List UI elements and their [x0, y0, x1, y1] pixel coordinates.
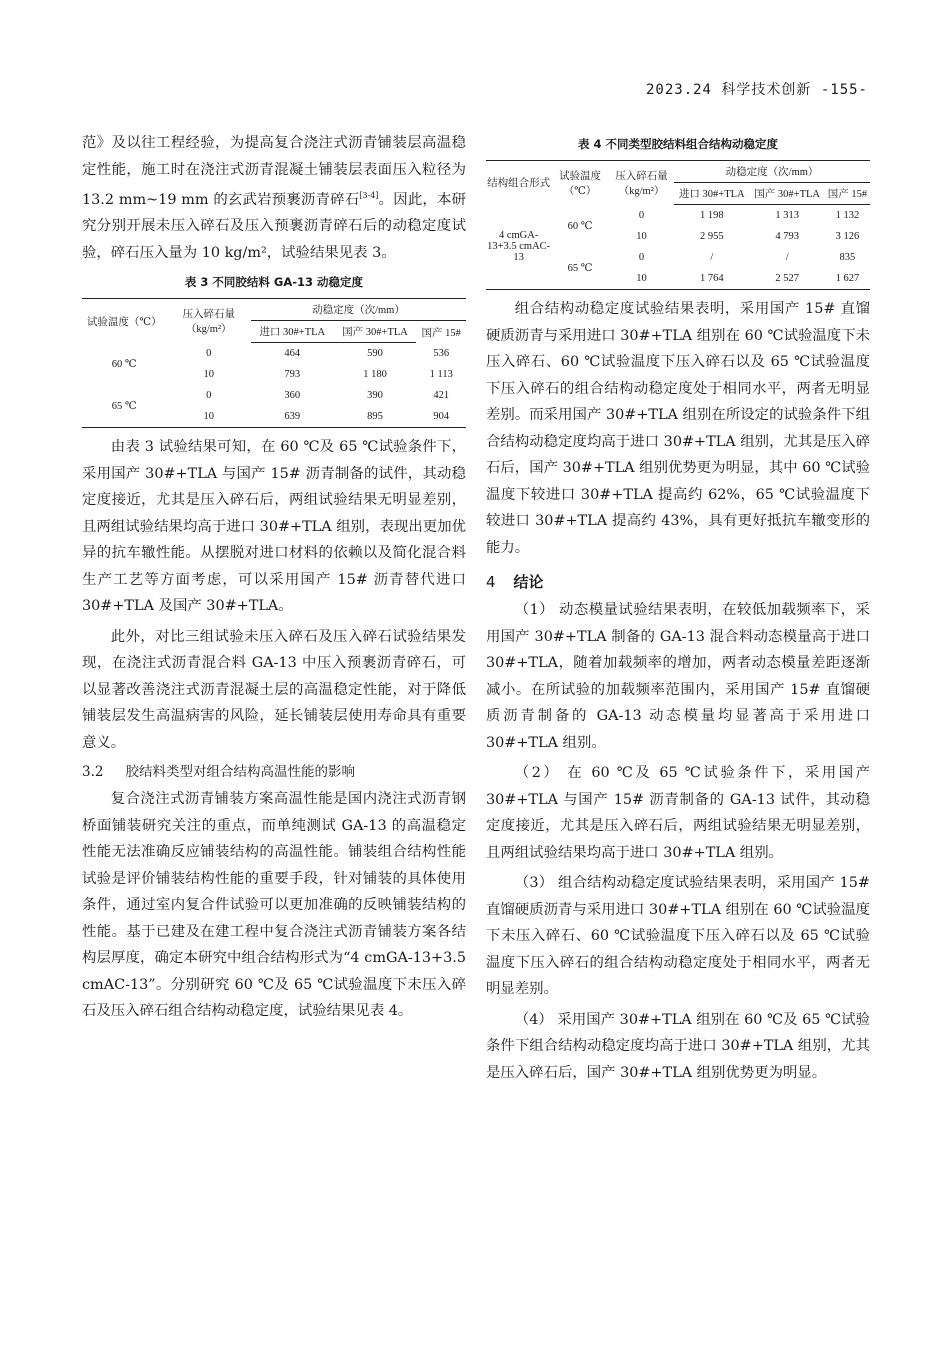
table-cell: 0	[638, 252, 645, 263]
header-amount: 压入碎石量（kg/m²）	[182, 309, 235, 336]
table-cell: 639	[284, 411, 301, 423]
right-column	[486, 130, 870, 1086]
table-cell: /	[785, 252, 789, 263]
header-dom15: 国产 15#	[827, 189, 868, 200]
table-4-title: 表 4 不同类型胶结料组合结构动稳定度	[577, 137, 778, 151]
table-cell: 10	[203, 369, 214, 381]
header-import: 进口 30#+TLA	[259, 327, 326, 339]
table-row	[82, 343, 466, 365]
temp-cell: 60 ℃	[567, 220, 593, 232]
table-3	[82, 298, 466, 428]
table-cell: 1 313	[775, 210, 799, 221]
table-cell: 835	[839, 252, 856, 263]
header-temp: 试验温度（℃）	[86, 316, 162, 328]
table-4	[486, 160, 870, 290]
table-cell: 1 113	[429, 369, 453, 381]
citation-ref: [3-4]	[359, 191, 379, 200]
table-cell: 4 793	[775, 231, 799, 242]
table-3-title: 表 3 不同胶结料 GA-13 动稳定度	[184, 275, 364, 290]
table-cell: 0	[206, 390, 212, 402]
table-cell: 3 126	[835, 231, 860, 242]
paragraph: 由表 3 试验结果可知，在 60 ℃及 65 ℃试验条件下，采用国产 30#+TLA 与国产 15# 沥青制备的试件，其动稳定度接近，尤其是压入碎石后，两组试验结果无明显差别，且两组试验结果均高于进口 30#+TLA 组别，表现出更加优异的抗车辙性能。从摆脱对进口材料的依赖以及简化混合料生产工艺等方面考虑，可以采用国产 15# 沥青替代进口 30#+TLA 及国产 30#+TLA。	[82, 439, 466, 615]
table-cell: 1 198	[699, 210, 724, 221]
table-cell: 1 627	[835, 273, 860, 284]
section-4-heading: 4 结论	[486, 573, 544, 591]
paragraph: 范》及以往工程经验，为提高复合浇注式沥青铺装层高温稳定性能，施工时在浇注式沥青混凝土铺装层表面压入粒径为 13.2 mm~19 mm 的玄武岩预裹沥青碎石[3-4]。因此，本研究分别开展未压入碎石及压入预裹沥青碎石后的动稳定度试验，碎石压入量为 10 kg/m²，试验结果见表 3。	[82, 135, 466, 261]
header-temp: 试验温度（℃）	[559, 170, 602, 197]
header-struct: 结构组合形式	[487, 178, 551, 190]
page-header: 2023.24 科学技术创新 -155-	[645, 82, 868, 98]
table-cell: 2 527	[775, 273, 799, 284]
table-cell: 421	[433, 390, 450, 402]
temp-cell: 65 ℃	[567, 263, 593, 274]
table-cell: 390	[367, 390, 383, 402]
table-cell: 793	[284, 369, 301, 381]
table-cell: 10	[636, 231, 647, 242]
struct-cell: 4 cmGA-13+3.5 cmAC-13	[487, 230, 551, 264]
section-3-2-heading: 3.2 胶结料类型对组合结构高温性能的影响	[82, 764, 355, 781]
header-dom30: 国产 30#+TLA	[342, 327, 408, 339]
header-dom15: 国产 15#	[421, 327, 461, 339]
table-cell: 1 764	[699, 273, 724, 284]
table-cell: 895	[367, 411, 383, 423]
table-cell: /	[710, 252, 714, 263]
header-amount: 压入碎石量（kg/m²）	[615, 170, 668, 197]
conclusion-item: （3） 组合结构动稳定度试验结果表明，采用国产 15# 直馏硬质沥青与采用进口 30#+TLA 组别在 60 ℃试验温度下未压入碎石、60 ℃试验温度下压入碎石以及 65 ℃试验温度下压入碎石的组合结构动稳定度处于相同水平，两者无明显差别。	[486, 875, 870, 997]
table-cell: 904	[433, 411, 450, 423]
paragraph: 此外，对比三组试验未压入碎石及压入碎石试验结果发现，在浇注式沥青混合料 GA-13 中压入预裹沥青碎石，可以显著改善浇注式沥青混凝土层的高温稳定性能，对于降低铺装层发生高温病害的风险，延长铺装层使用寿命具有重要意义。	[82, 628, 466, 751]
table-cell: 0	[638, 209, 645, 221]
header-dom30: 国产 30#+TLA	[754, 189, 821, 200]
table-cell: 464	[284, 348, 301, 360]
paragraph: 组合结构动稳定度试验结果表明，采用国产 15# 直馏硬质沥青与采用进口 30#+TLA 组别在 60 ℃试验温度下未压入碎石、60 ℃试验温度下压入碎石以及 65 ℃试验温度下压入碎石的组合结构动稳定度处于相同水平，两者无明显差别。而采用国产 30#+TLA 组别在所设定的试验条件下组合结构动稳定度均高于进口 30#+TLA 组别，尤其是压入碎石后，国产 30#+TLA 组别优势更为明显，其中 60 ℃试验温度下较进口 30#+TLA 提高约 62%，65 ℃试验温度下较进口 30#+TLA 提高约 43%，具有更好抵抗车辙变形的能力。	[486, 301, 870, 556]
left-column	[82, 130, 466, 1025]
paragraph: 复合浇注式沥青铺装方案高温性能是国内浇注式沥青钢桥面铺装研究关注的重点，而单纯测试 GA-13 的高温稳定性能无法准确反应铺装结构的高温性能。铺装组合结构性能试验是评价铺装结构性能的重要手段，针对铺装的具体使用条件，通过室内复合件试验可以更加准确的反映铺装结构的性能。基于已建及在建工程中复合浇注式沥青铺装方案各结构层厚度，确定本研究中组合结构形式为“4 cmGA-13+3.5 cmAC-13”。分别研究 60 ℃及 65 ℃试验温度下未压入碎石及压入碎石组合结构动稳定度，试验结果见表 4。	[82, 791, 466, 1020]
table-cell: 0	[206, 348, 212, 360]
table-cell: 1 132	[835, 210, 860, 221]
table-cell: 590	[367, 348, 383, 360]
conclusion-item: （4） 采用国产 30#+TLA 组别在 60 ℃及 65 ℃试验条件下组合结构动稳定度均高于进口 30#+TLA 组别，尤其是压入碎石后，国产 30#+TLA 组别优势更为明显。	[486, 1011, 870, 1081]
table-cell: 2 955	[699, 231, 724, 242]
temp-cell: 65 ℃	[111, 401, 137, 413]
conclusion-item: （2） 在 60 ℃及 65 ℃试验条件下，采用国产 30#+TLA 与国产 15# 沥青制备的 GA-13 试件，其动稳定度接近，尤其是压入碎石后，两组试验结果无明显差别，且两组试验结果均高于进口 30#+TLA 组别。	[486, 765, 870, 861]
table-row	[486, 205, 870, 227]
table-cell: 536	[433, 348, 450, 360]
conclusion-item: （1） 动态模量试验结果表明，在较低加载频率下，采用国产 30#+TLA 制备的 GA-13 混合料动态模量高于进口 30#+TLA，随着加载频率的增加，两者动态模量差距逐渐减小。在所试验的加载频率范围内，采用国产 15# 直馏硬质沥青制备的 GA-13 动态模量均显著高于采用进口 30#+TLA 组别。	[486, 602, 870, 751]
table-cell: 1 180	[363, 369, 387, 381]
header-ds: 动稳定度（次/mm）	[251, 299, 466, 321]
table-row	[82, 385, 466, 406]
table-cell: 10	[636, 273, 647, 284]
header-import: 进口 30#+TLA	[678, 189, 745, 200]
table-cell: 360	[284, 390, 301, 402]
table-cell: 10	[203, 411, 214, 423]
temp-cell: 60 ℃	[111, 359, 137, 371]
header-ds: 动稳定度（次/mm）	[674, 161, 870, 183]
